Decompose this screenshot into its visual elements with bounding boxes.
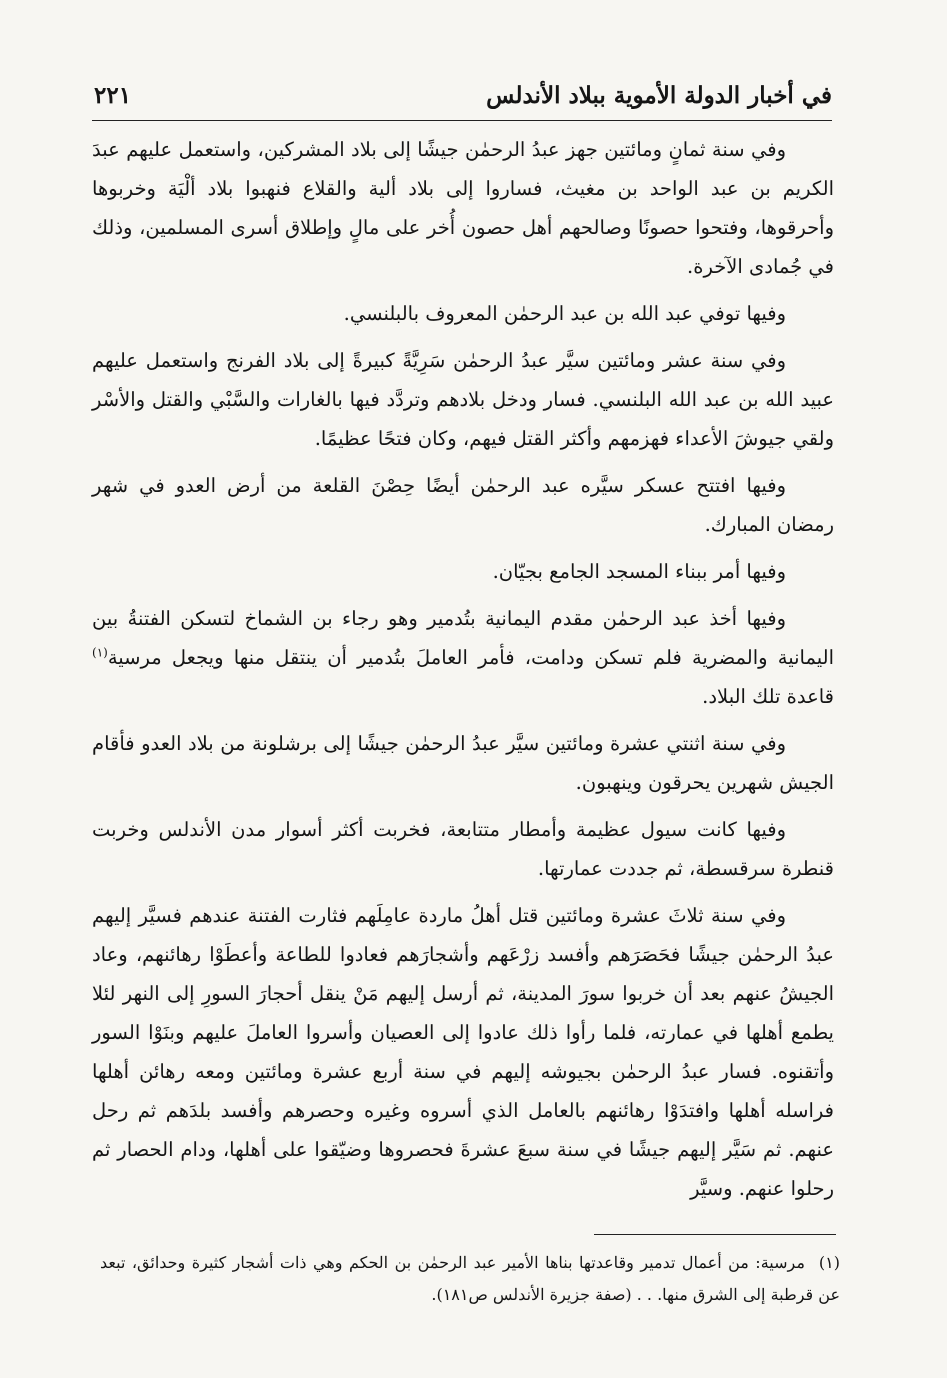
footnotes	[100, 1247, 840, 1311]
running-title: في أخبار الدولة الأموية ببلاد الأندلس	[486, 82, 832, 109]
footnote-divider	[594, 1234, 836, 1235]
paragraph: وفيها أمر ببناء المسجد الجامع بجيّان.	[492, 560, 786, 583]
paragraph: وفيها توفي عبد الله بن عبد الرحمٰن المعروف بالبلنسي.	[343, 302, 786, 325]
page-number: ٢٢١	[94, 82, 132, 109]
paragraph: وفي سنة اثنتي عشرة ومائتين سيَّر عبدُ الرحمٰن جيشًا إلى برشلونة من بلاد العدو فأقام الجيش شهرين يحرقون وينهبون.	[92, 732, 834, 794]
footnote-marker: (١)	[818, 1253, 840, 1272]
paragraph-text: وفيها أخذ عبد الرحمٰن مقدم اليمانية بتُدمير وهو رجاء بن الشماخ لتسكن الفتنةُ بين اليمانية والمضرية فلم تسكن ودامت، فأمر العاملَ بتُدمير أن ينتقل منها ويجعل مرسية	[92, 607, 834, 669]
paragraph: وفيها كانت سيول عظيمة وأمطار متتابعة، فخربت أكثر أسوار مدن الأندلس وخربت قنطرة سرقسطة، ثم جددت عمارتها.	[92, 818, 834, 880]
paragraph: وفي سنة ثلاثَ عشرة ومائتين قتل أهلُ ماردة عامِلَهم فثارت الفتنة عندهم فسيَّر إليهم عبدُ الرحمٰن جيشًا فحَصَرَهم وأفسد زرْعَهم وأشجارَهم فعادوا للطاعة وأعطَوْا رهائنهم، وعاد الجيشُ عنهم بعد أن خربوا سورَ المدينة، ثم أرسل إليهم مَنْ ينقل أحجارَ السورِ إلى النهر لئلا يطمع أهلها في عمارته، فلما رأوا ذلك عادوا إلى العصيان وأسروا العاملَ عليهم وبنَوْا السور وأتقنوه. فسار عبدُ الرحمٰن بجيوشه إليهم في سنة أربع عشرة ومائتين ومعه رهائن أهلها فراسله أهلها وافتدَوْا رهائنهم بالعامل الذي أسروه وغيره وحصرهم وأفسد بلدَهم ثم رحل عنهم. ثم سَيَّر إليهم جيشًا في سنة سبعَ عشرةَ فحصروها وضيّقوا على أهلها، ودام الحصار ثم رحلوا عنهم. وسيَّر	[92, 904, 834, 1200]
paragraph-with-footnote	[92, 599, 834, 716]
footnote-reference: (١)	[92, 645, 108, 660]
footnote-text: مرسية: من أعمال تدمير وقاعدتها بناها الأمير عبد الرحمٰن بن الحكم وهي ذات أشجار كثيرة وحدائق، تبعد عن قرطبة إلى الشرق منها. . . (صفة جزيرة الأندلس ص١٨١).	[100, 1253, 840, 1304]
footnote-item	[100, 1247, 840, 1311]
paragraph-text-tail: قاعدة تلك البلاد.	[702, 685, 834, 708]
main-text	[92, 130, 834, 1216]
paragraph: وفي سنة عشر ومائتين سيَّر عبدُ الرحمٰن سَرِيَّةً كبيرةً إلى بلاد الفرنج واستعمل عليهم عبيد الله بن عبد الله البلنسي. فسار ودخل بلادهم وتردَّد فيها بالغارات والسَّبْي والقتل والأسْر ولقي جيوشَ الأعداء فهزمهم وأكثر القتل فيهم، وكان فتحًا عظيمًا.	[92, 349, 834, 450]
paragraph: وفيها افتتح عسكر سيَّره عبد الرحمٰن أيضًا حِصْنَ القلعة من أرض العدو في شهر رمضان المبارك.	[92, 474, 834, 536]
page-header	[92, 80, 832, 121]
paragraph: وفي سنة ثمانٍ ومائتين جهز عبدُ الرحمٰن جيشًا إلى بلاد المشركين، واستعمل عليهم عبدَ الكريم بن عبد الواحد بن مغيث، فساروا إلى بلاد ألية والقلاع فنهبوا بلاد ألْيَة وخربوها وأحرقوها، وفتحوا حصونًا وصالحهم أهل حصون أُخر على مالٍ وإطلاق أسرى المسلمين، وذلك في جُمادى الآخرة.	[92, 138, 834, 278]
